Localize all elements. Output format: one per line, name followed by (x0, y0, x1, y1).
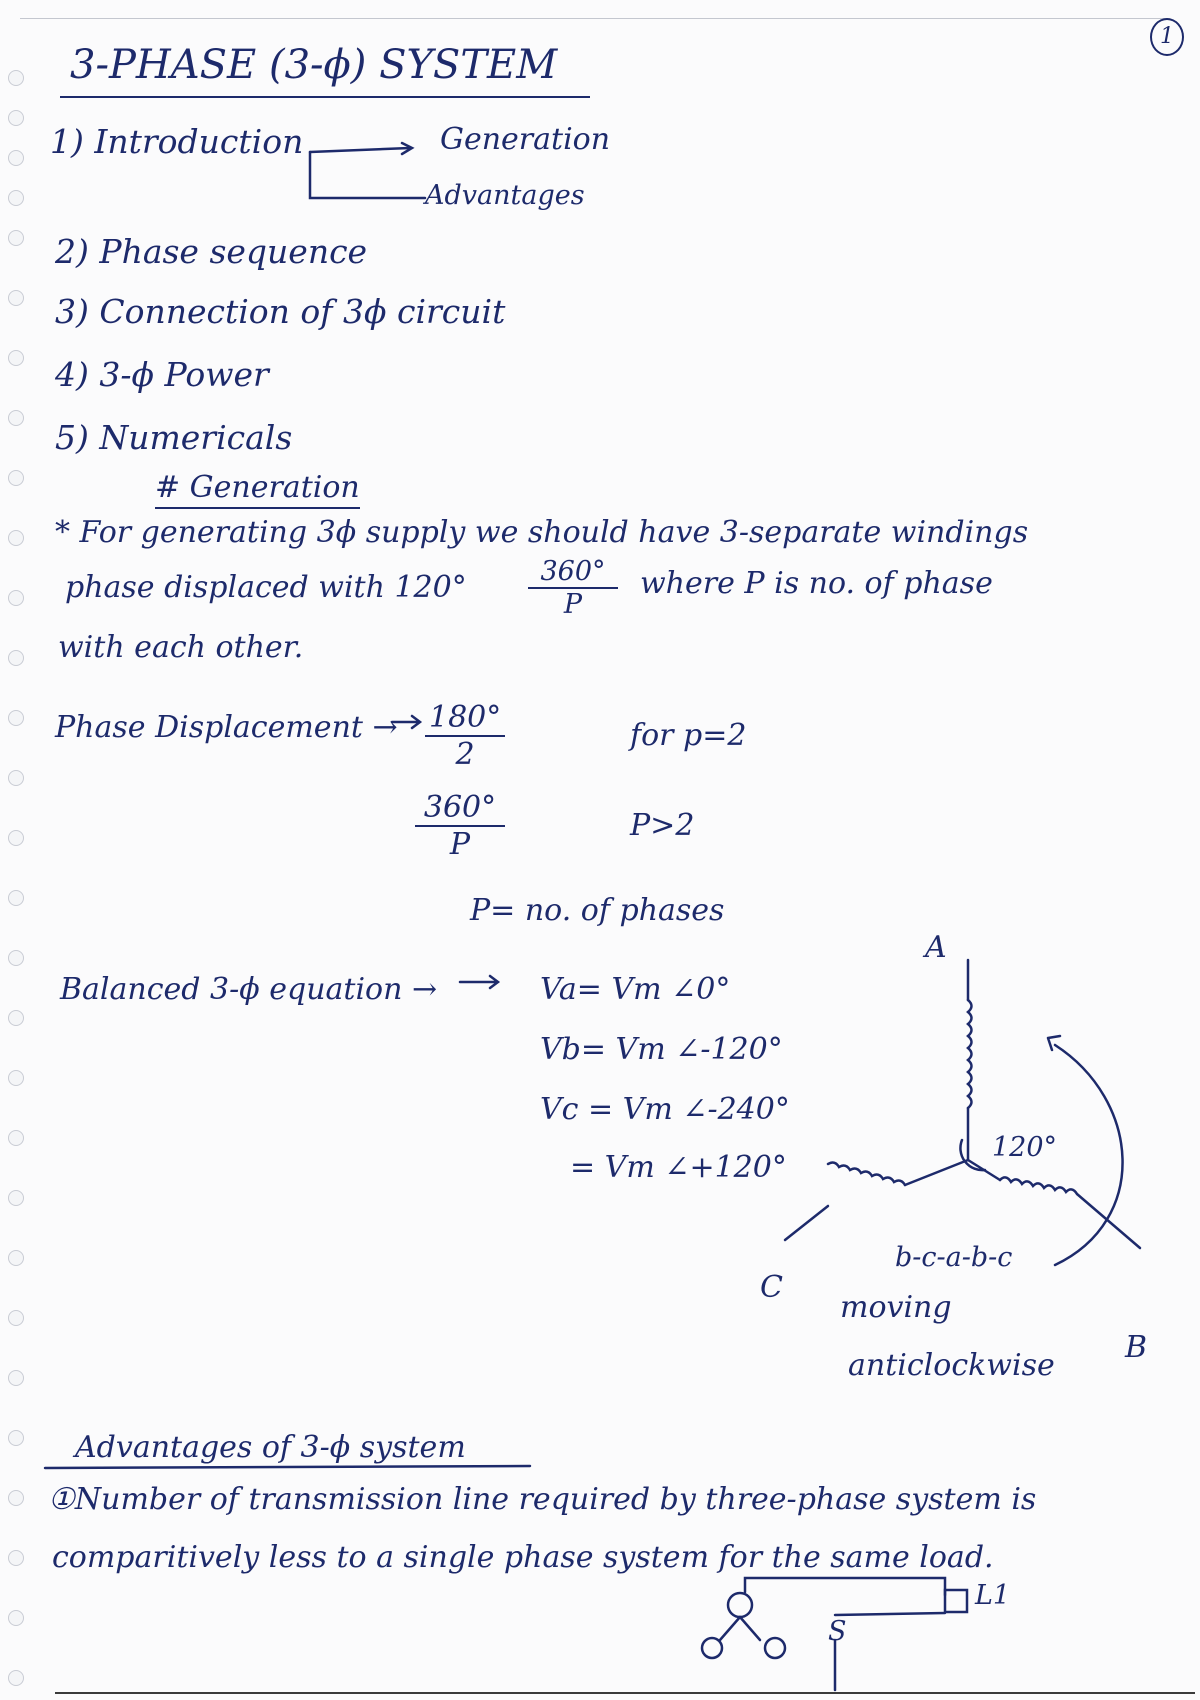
diagram-label-a: A (925, 930, 947, 965)
page-number: 1 (1150, 18, 1184, 56)
phase-c-lead (785, 1206, 828, 1240)
phase-displacement-label: Phase Displacement → (55, 710, 398, 745)
source-legs (720, 1617, 760, 1640)
contents-arrow-advantages (310, 152, 425, 198)
generation-line-2a: phase displaced with 120° (65, 570, 467, 605)
contents-subitem-generation: Generation (440, 122, 611, 157)
generation-fraction-numerator: 360° (528, 556, 618, 589)
source-node-right (765, 1638, 785, 1658)
displacement-case1-numerator: 180° (425, 700, 505, 737)
contents-item-connection: 3) Connection of 3ϕ circuit (55, 292, 506, 331)
generation-fraction-denominator: P (563, 589, 583, 620)
contents-arrow-generation (310, 148, 410, 152)
displacement-case1-condition: for p=2 (630, 718, 747, 753)
equation-vc: Vc = Vm ∠-240° (540, 1092, 790, 1127)
equation-vb: Vb= Vm ∠-120° (540, 1032, 783, 1067)
contents-subitem-advantages: Advantages (425, 180, 585, 211)
rotation-arc (1055, 1045, 1123, 1265)
displacement-case1-denominator: 2 (455, 737, 475, 772)
equation-va: Va= Vm ∠0° (540, 972, 731, 1007)
contents-item-introduction: 1) Introduction (50, 122, 304, 161)
balanced-equation-label: Balanced 3-ϕ equation → (60, 972, 438, 1007)
displacement-arrow (392, 716, 420, 728)
generation-line-1: * For generating 3ϕ supply we should have 3-separate windings (55, 515, 1029, 550)
phases-note: P= no. of phases (470, 893, 725, 928)
diagram-label-c: C (760, 1270, 783, 1305)
advantage-point-1-line-2: comparitively less to a single phase system for the same load. (52, 1540, 994, 1575)
load-box (945, 1590, 967, 1612)
circuit-load-label: L1 (975, 1580, 1011, 1611)
contents-item-phase-sequence: 2) Phase sequence (55, 232, 368, 271)
page-title: 3-PHASE (3-ϕ) SYSTEM (70, 42, 558, 88)
phase-c-coil (828, 1163, 905, 1185)
source-node-top (728, 1593, 752, 1617)
diagram-sequence-label: b-c-a-b-c (895, 1242, 1013, 1273)
contents-item-numericals: 5) Numericals (55, 418, 293, 457)
phase-c-stem (905, 1160, 968, 1185)
diagram-caption-moving: moving (840, 1290, 952, 1325)
generation-line-2b: where P is no. of phase (640, 566, 993, 601)
circuit-wire-top (745, 1578, 945, 1595)
diagram-caption-direction: anticlockwise (848, 1348, 1055, 1383)
displacement-case2-numerator: 360° (415, 790, 505, 827)
phase-b-lead (1077, 1194, 1140, 1248)
source-node-left (702, 1638, 722, 1658)
contents-item-power: 4) 3-ϕ Power (55, 355, 269, 394)
displacement-case2-denominator: P (449, 827, 471, 862)
angle-arc (960, 1140, 985, 1170)
advantage-point-1-line-1: ①Number of transmission line required by three-phase system is (48, 1482, 1037, 1517)
balanced-arrow (460, 976, 498, 988)
advantages-underline (45, 1466, 530, 1468)
generation-heading: # Generation (155, 470, 360, 509)
generation-line-3: with each other. (58, 630, 304, 665)
diagram-angle-label: 120° (992, 1132, 1058, 1163)
equation-vc-alt: = Vm ∠+120° (570, 1150, 787, 1185)
phase-a-coil (968, 1000, 972, 1108)
displacement-case2-condition: P>2 (630, 808, 695, 843)
advantages-heading: Advantages of 3-ϕ system (75, 1430, 466, 1465)
phase-b-coil (1000, 1177, 1077, 1194)
diagram-label-b: B (1125, 1330, 1148, 1365)
circuit-wire-mid (835, 1613, 945, 1615)
circuit-switch-label: S (828, 1616, 847, 1647)
